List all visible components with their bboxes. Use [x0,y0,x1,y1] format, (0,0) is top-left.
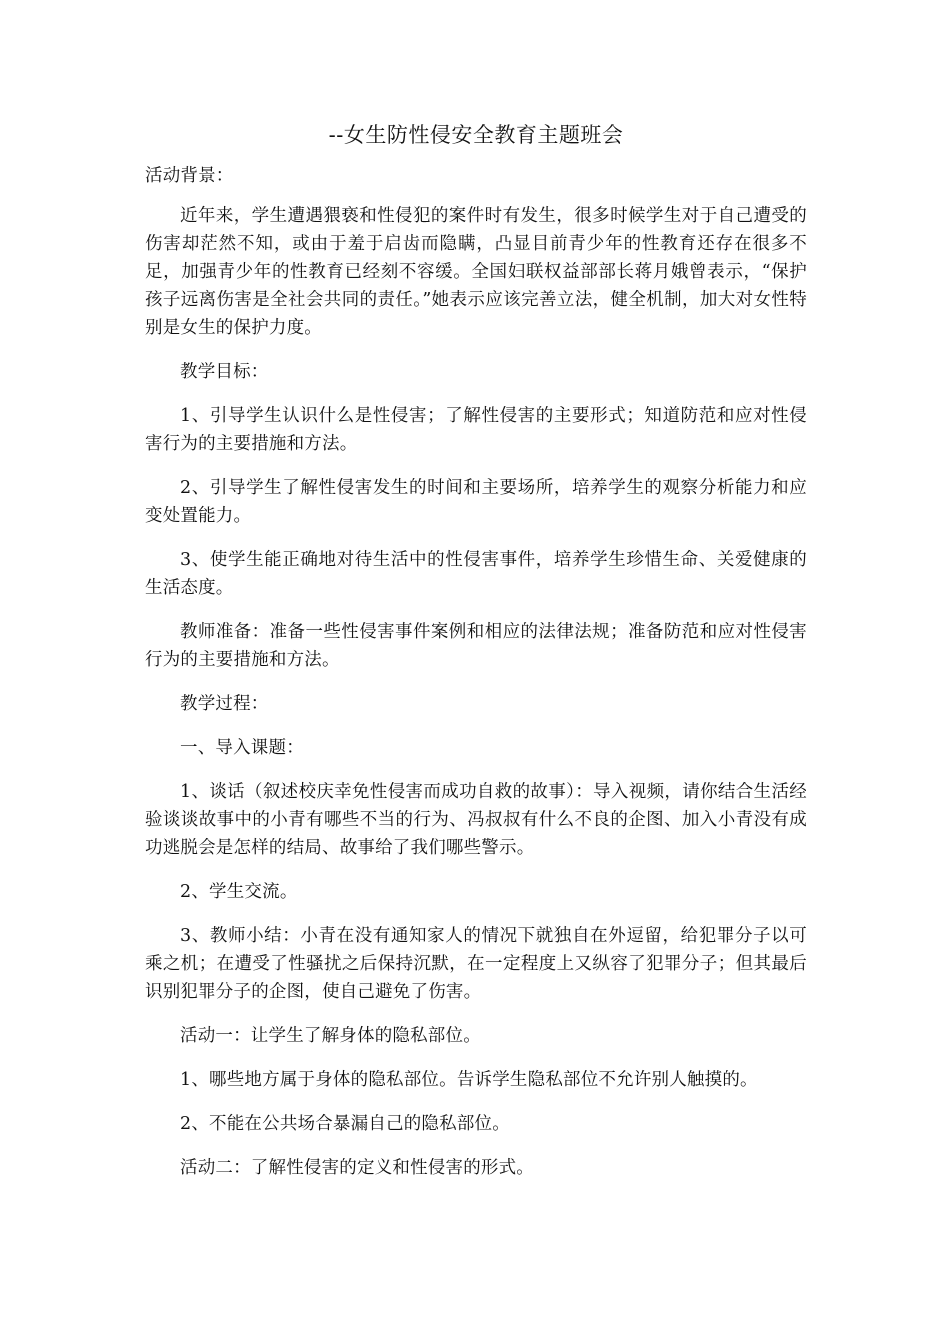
intro-item-1: 1、谈话（叙述校庆幸免性侵害而成功自救的故事）：导入视频，请你结合生活经验谈谈故事中的小青有哪些不当的行为、冯叔叔有什么不良的企图、加入小青没有成功逃脱会是怎样的结局、故事给了我们哪些警示。 [145,782,807,858]
paragraph-background: 近年来，学生遭遇猥亵和性侵犯的案件时有发生，很多时候学生对于自己遭受的伤害却茫然不知，或由于羞于启齿而隐瞒，凸显目前青少年的性教育还存在很多不足，加强青少年的性教育已经刻不容缓。全国妇联权益部部长蒋月娥曾表示，“保护孩子远离伤害是全社会共同的责任。”她表示应该完善立法，健全机制，加大对女性特别是女生的保护力度。 [145,206,807,338]
document-title: --女生防性侵安全教育主题班会 [328,123,624,147]
section-heading-goals: 教学目标： [180,362,269,382]
section-heading-process: 教学过程： [180,694,269,714]
goal-item-2: 2、引导学生了解性侵害发生的时间和主要场所，培养学生的观察分析能力和应变处置能力。 [145,478,807,526]
intro-item-3: 3、教师小结：小青在没有通知家人的情况下就独自在外逗留，给犯罪分子以可乘之机；在遭受了性骚扰之后保持沉默，在一定程度上又纵容了犯罪分子；但其最后识别犯罪分子的企图，使自己避免了伤害。 [145,926,807,1002]
section-heading-background: 活动背景： [145,166,234,186]
subsection-heading-intro: 一、导入课题： [180,738,304,758]
activity-1-heading: 活动一：让学生了解身体的隐私部位。 [180,1026,481,1046]
activity-2-heading: 活动二：了解性侵害的定义和性侵害的形式。 [180,1158,534,1178]
activity-1-item-1: 1、哪些地方属于身体的隐私部位。告诉学生隐私部位不允许别人触摸的。 [180,1070,758,1090]
paragraph-teacher-prep: 教师准备：准备一些性侵害事件案例和相应的法律法规；准备防范和应对性侵害行为的主要措施和方法。 [145,622,807,670]
activity-1-item-2: 2、不能在公共场合暴漏自己的隐私部位。 [180,1114,510,1134]
document-body [145,118,807,1198]
intro-item-2: 2、学生交流。 [180,882,298,902]
goal-item-1: 1、引导学生认识什么是性侵害；了解性侵害的主要形式；知道防范和应对性侵害行为的主要措施和方法。 [145,406,807,454]
goal-item-3: 3、使学生能正确地对待生活中的性侵害事件，培养学生珍惜生命、关爱健康的生活态度。 [145,550,807,598]
